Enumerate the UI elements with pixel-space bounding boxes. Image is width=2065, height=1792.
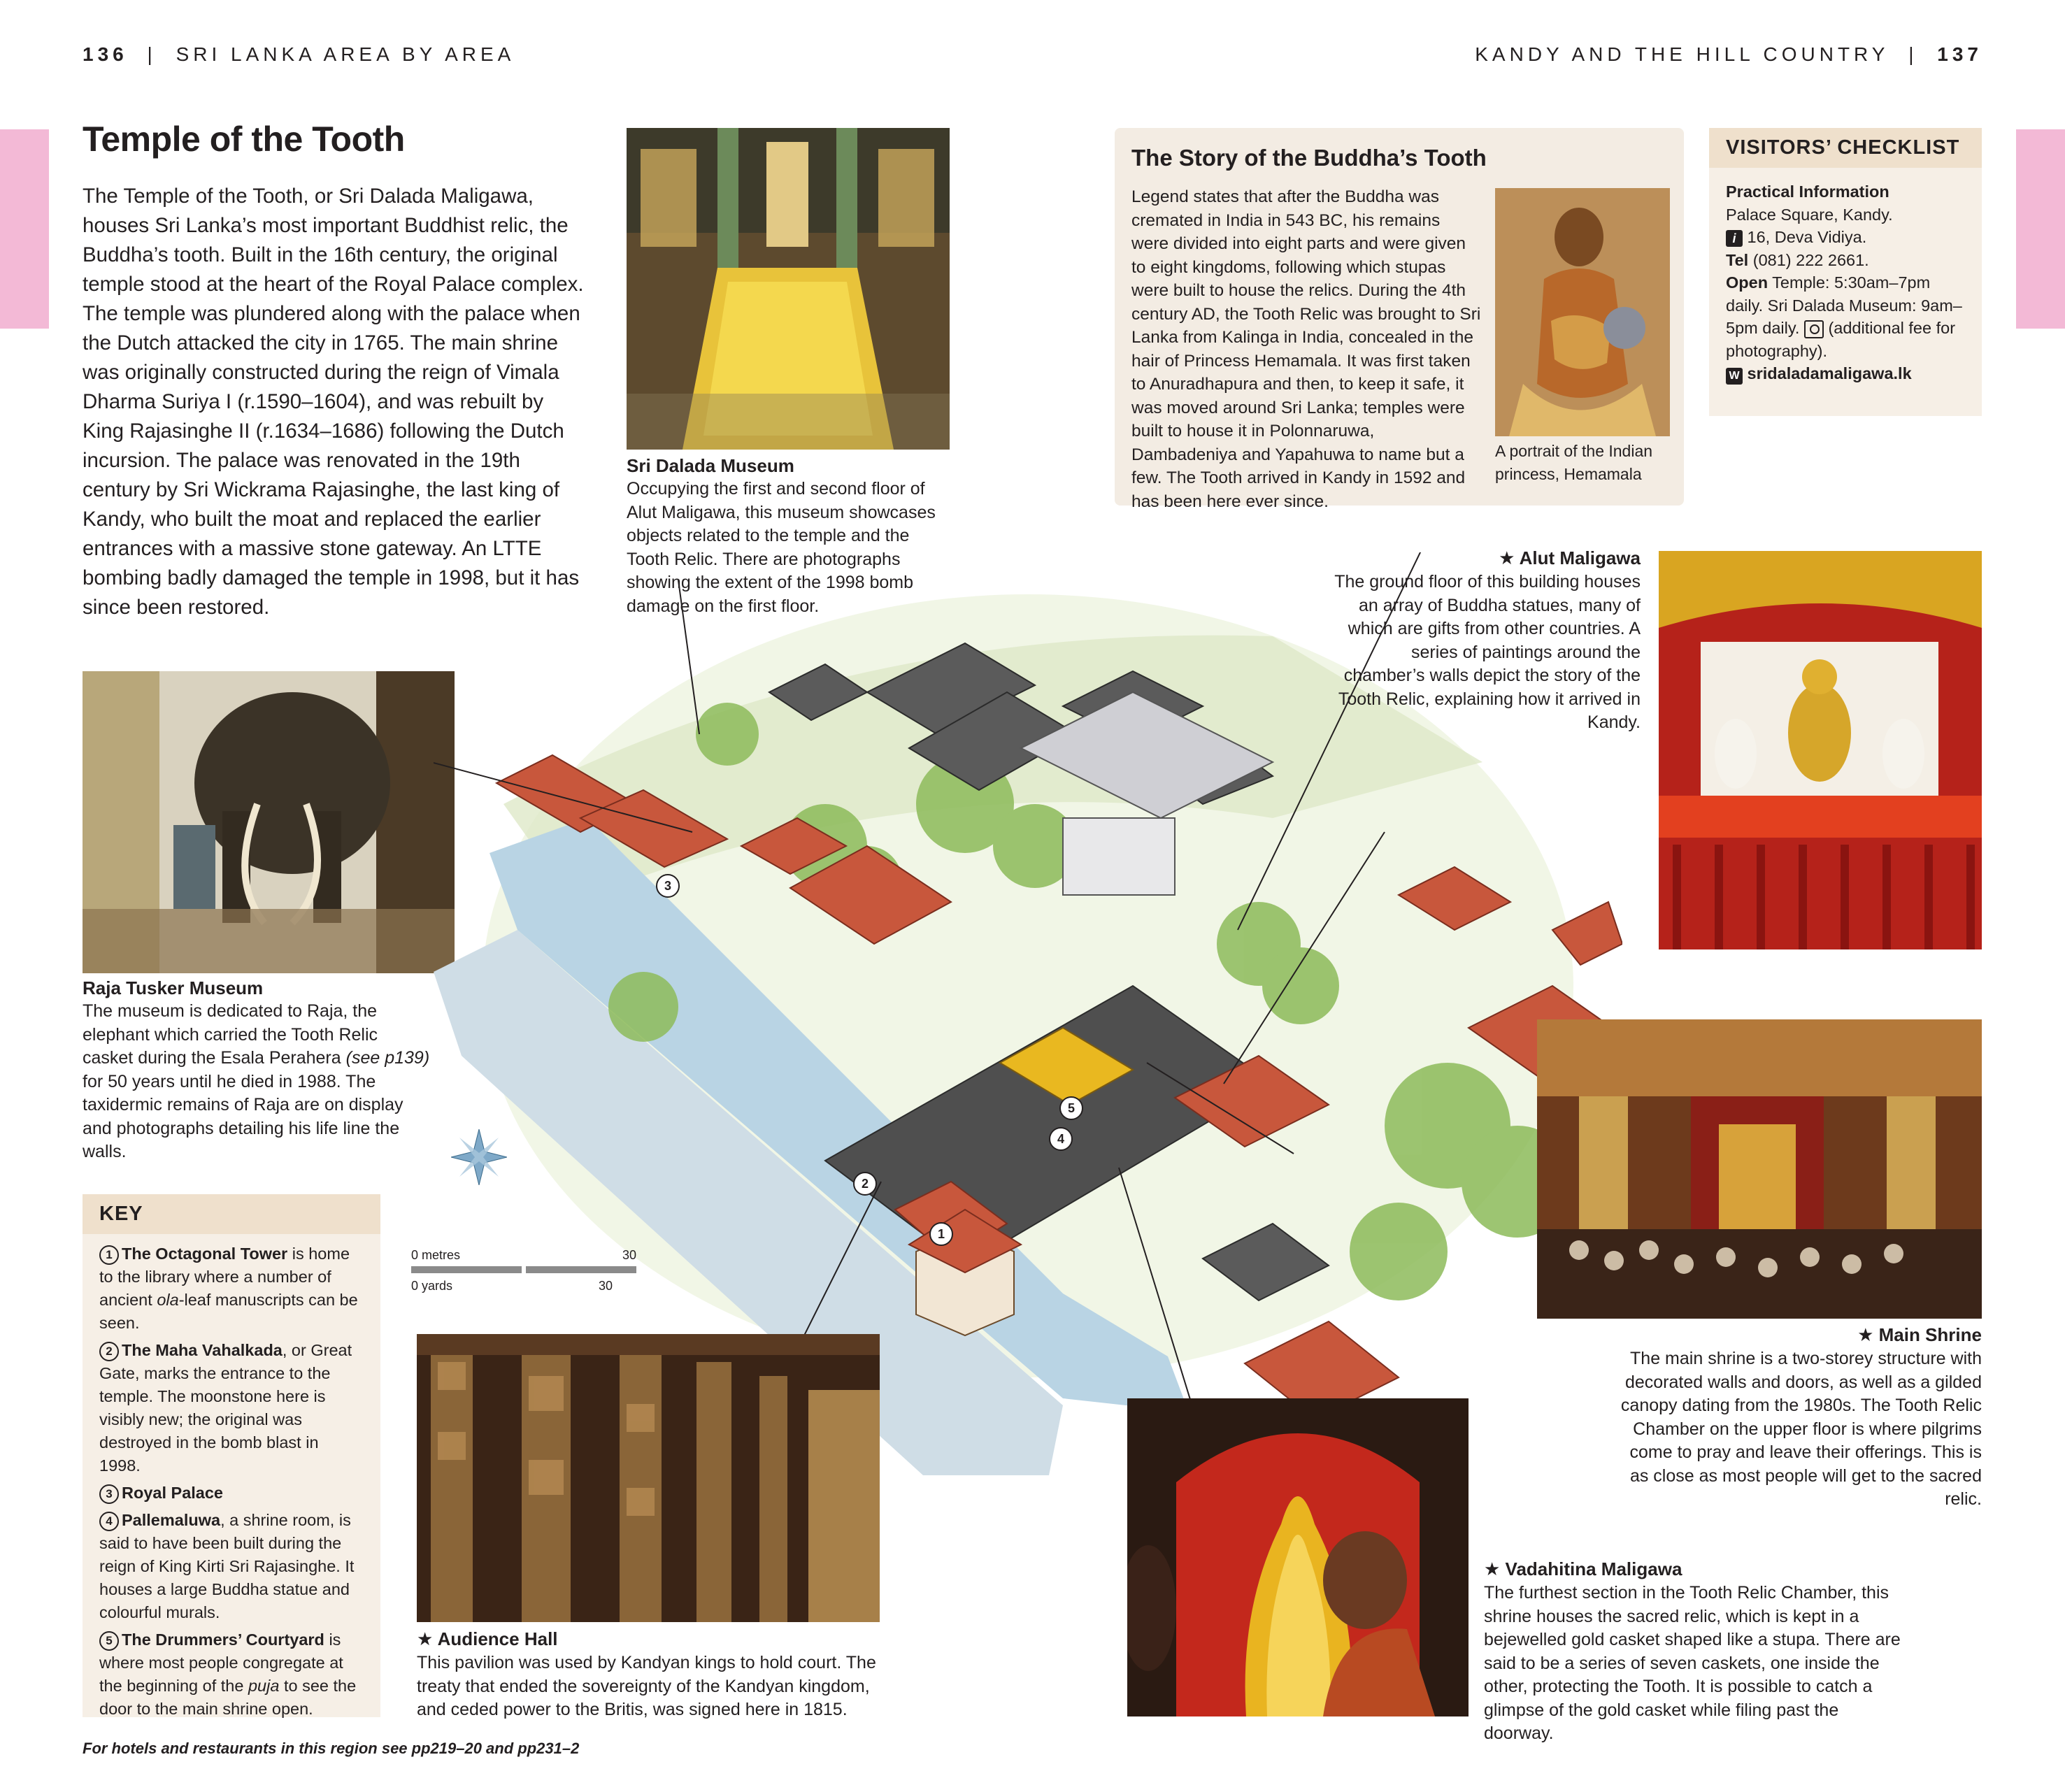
raja-text-a: The museum is dedicated to Raja, the elephant which carried the Tooth Relic casket during the Esala Perahera: [83, 1001, 378, 1068]
main-shrine-title: Main Shrine: [1878, 1324, 1982, 1345]
checklist-info-line: [1726, 226, 1965, 249]
map-marker-2[interactable]: 2: [853, 1172, 877, 1196]
key-number-1: 1: [99, 1245, 119, 1265]
info-icon: i: [1726, 230, 1743, 247]
checklist-body: [1709, 168, 1982, 398]
sri-dalada-caption-text: Occupying the first and second floor of Alut Maligawa, this museum showcases objects related to the temple and the Tooth Relic. There are photographs showing the extent of the 1998 bomb damage on the first floor.: [627, 479, 936, 616]
key-number-3: 3: [99, 1484, 119, 1504]
left-page-tab: [0, 129, 49, 329]
right-page-number: 137: [1937, 43, 1982, 65]
story-title: The Story of the Buddha’s Tooth: [1131, 145, 1487, 171]
raja-page-reference[interactable]: (see p139): [345, 1048, 430, 1068]
key-desc-1b: -leaf manuscripts can be seen.: [99, 1291, 358, 1332]
key-name-3: Royal Palace: [122, 1484, 224, 1502]
checklist-heading: VISITORS’ CHECKLIST: [1709, 128, 1982, 168]
key-number-4: 4: [99, 1512, 119, 1531]
scale-metres-label: 0 metres: [411, 1248, 461, 1262]
portrait-caption: A portrait of the Indian princess, Hemamala: [1495, 442, 1653, 483]
camera-icon: [1804, 320, 1824, 338]
header-separator: |: [1908, 43, 1918, 65]
star-icon: ★: [1499, 547, 1515, 568]
web-icon: W: [1726, 368, 1743, 385]
key-name-2: The Maha Vahalkada: [122, 1341, 283, 1359]
open-value: Temple: 5:30am–7pm daily. Sri Dalada Museum: 9am–5pm daily.: [1726, 273, 1962, 337]
key-box: [83, 1194, 380, 1717]
raja-tusker-caption-title: Raja Tusker Museum: [83, 977, 264, 998]
map-marker-5[interactable]: 5: [1059, 1096, 1083, 1120]
key-desc-5a: is where most people congregate at the beginning of the: [99, 1630, 343, 1695]
scale-yards-max: 30: [599, 1279, 613, 1293]
visitors-checklist: [1709, 128, 1982, 416]
key-desc-2: , or Great Gate, marks the entrance to the temple. The moonstone here is visibly new; the original was destroyed in the bomb blast in 1998.: [99, 1341, 352, 1475]
scale-bar: [411, 1248, 636, 1297]
vadahitina-title: Vadahitina Maligawa: [1505, 1558, 1682, 1579]
alut-maligawa-title: Alut Maligawa: [1519, 547, 1641, 568]
key-name-5: The Drummers’ Courtyard: [122, 1630, 324, 1649]
key-heading: KEY: [83, 1194, 380, 1234]
key-item-2: [99, 1339, 364, 1477]
main-shrine-photo: [1537, 1019, 1982, 1319]
key-item-4: [99, 1509, 364, 1624]
scale-yards-label: 0 yards: [411, 1279, 453, 1293]
star-icon: ★: [1857, 1324, 1874, 1345]
right-section-title: KANDY AND THE HILL COUNTRY: [1475, 43, 1889, 65]
compass-icon: [451, 1129, 507, 1185]
tel-value: (081) 222 2661.: [1752, 250, 1869, 269]
key-desc-4: , a shrine room, is said to have been built during the reign of King Kirti Sri Rajasinghe. It houses a large Buddha statue and colourful murals.: [99, 1511, 355, 1621]
key-number-5: 5: [99, 1631, 119, 1651]
header-separator: |: [147, 43, 157, 65]
key-desc-1a: is home to the library where a number of ancient: [99, 1245, 350, 1309]
right-running-head: [1475, 43, 1982, 66]
audience-hall-caption-text: This pavilion was used by Kandyan kings to hold court. The treaty that ended the sovereignty of the Kandyan kingdom, and ceded power to the Britis, was signed here in 1815.: [417, 1653, 876, 1719]
main-shrine-caption-text: The main shrine is a two-storey structure with decorated walls and doors, as well as a gilded canopy dating from the 1980s. The Tooth Relic Chamber on the upper floor is where pilgrims come to pray and leave their offerings. This is as close as most people will get to the sacred relic.: [1620, 1349, 1982, 1509]
checklist-subheading: Practical Information: [1726, 182, 1889, 201]
left-running-head: [83, 43, 515, 66]
star-icon: ★: [417, 1628, 434, 1649]
map-marker-3[interactable]: 3: [656, 874, 680, 898]
right-page-tab: [2016, 129, 2065, 329]
intro-paragraph: The Temple of the Tooth, or Sri Dalada Maligawa, houses Sri Lanka’s most important Buddhist relic, the Buddha’s tooth. Built in the 16th century, the original temple stood at the heart of the Royal Palace complex. The temple was plundered along with the palace when the Dutch attacked the city in 1765. The main shrine was originally constructed during the reign of Vimala Dharma Suriya I (r.1590–1604), and was rebuilt by King Rajasinghe II (r.1634–1686) following the Dutch incursion. The palace was renovated in the 19th century by Sri Wickrama Rajasinghe, the last king of Kandy, who built the moat and replaced the earlier entrances with a massive stone gateway. An LTTE bombing badly damaged the temple in 1998, but it has since been restored.: [83, 185, 584, 619]
alut-maligawa-caption-text: The ground floor of this building houses an array of Buddha statues, many of which are gifts from other countries. A series of paintings around the chamber’s walls depict the story of the Tooth Relic, explaining how it arrived in Kandy.: [1334, 572, 1641, 732]
vadahitina-photo: [1127, 1398, 1469, 1716]
audience-hall-photo: [417, 1334, 880, 1622]
key-list: [83, 1234, 380, 1729]
raja-tusker-caption-text: [83, 1000, 432, 1164]
footer-note: For hotels and restaurants in this region see pp219–20 and pp231–2: [83, 1740, 580, 1757]
checklist-website-line: [1726, 362, 1965, 385]
vadahitina-caption-text: The furthest section in the Tooth Relic Chamber, this shrine houses the sacred relic, which is kept in a bejewelled gold casket shaped like a stupa. There are said to be a series of seven caskets, one inside the other, protecting the Tooth. It is possible to catch a glimpse of the gold casket while filing past the doorway.: [1484, 1583, 1901, 1743]
sri-dalada-caption-title: Sri Dalada Museum: [627, 455, 794, 476]
raja-text-b: for 50 years until he died in 1988. The taxidermic remains of Raja are on display and photographs detailing his life line the walls.: [83, 1071, 403, 1161]
key-name-1: The Octagonal Tower: [122, 1245, 288, 1263]
key-number-2: 2: [99, 1342, 119, 1361]
main-shrine-caption-title: [1608, 1324, 1982, 1347]
checklist-tel: [1726, 249, 1965, 272]
key-desc-5b: to see the door to the main shrine open.: [99, 1677, 357, 1718]
vadahitina-caption-title: [1484, 1558, 1682, 1581]
key-item-3: [99, 1482, 364, 1505]
audience-hall-title: Audience Hall: [437, 1628, 558, 1649]
key-name-4: Pallemaluwa: [122, 1511, 221, 1529]
audience-hall-caption-title: [417, 1628, 558, 1651]
alut-maligawa-caption-title: [1329, 547, 1641, 570]
left-page-number: 136: [83, 43, 128, 65]
alut-maligawa-photo: [1659, 551, 1982, 949]
raja-tusker-photo: [83, 671, 455, 973]
checklist-address: Palace Square, Kandy.: [1726, 205, 1893, 224]
fee-text: (additional fee for photography).: [1726, 319, 1956, 360]
scale-bar-graphic: [411, 1266, 636, 1273]
story-text: Legend states that after the Buddha was cremated in India in 543 BC, his remains were divided into eight parts and were given to eight kingdoms, following which stupas were built to house the relics. During the 4th century AD, the Tooth Relic was brought to Sri Lanka from Kalinga in India, concealed in the hair of Princess Hemamala. It was first taken to Anuradhapura and then, to keep it safe, it was moved around Sri Lanka; temples were built to house it in Polonnaruwa, Dambadeniya and Yapahuwa to name but a few. The Tooth arrived in Kandy in 1592 and has been here ever since.: [1131, 187, 1481, 511]
map-marker-1[interactable]: 1: [929, 1222, 953, 1246]
key-desc-1em: ola: [157, 1291, 179, 1309]
tel-label: Tel: [1726, 250, 1749, 269]
open-label: Open: [1726, 273, 1769, 292]
map-marker-4[interactable]: 4: [1049, 1127, 1073, 1151]
checklist-open: [1726, 271, 1965, 362]
key-desc-5em: puja: [248, 1677, 280, 1695]
scale-metres-max: 30: [622, 1248, 636, 1262]
website-link[interactable]: sridaladamaligawa.lk: [1747, 364, 1912, 382]
key-item-5: [99, 1628, 364, 1721]
story-box: [1115, 128, 1684, 511]
info-text: 16, Deva Vidiya.: [1747, 228, 1867, 246]
sri-dalada-museum-photo: [627, 128, 950, 450]
page-title: Temple of the Tooth: [83, 120, 405, 159]
star-icon: ★: [1484, 1558, 1501, 1579]
key-item-1: [99, 1242, 364, 1335]
left-section-title: SRI LANKA AREA BY AREA: [176, 43, 515, 65]
hemamala-portrait: [1495, 188, 1670, 436]
